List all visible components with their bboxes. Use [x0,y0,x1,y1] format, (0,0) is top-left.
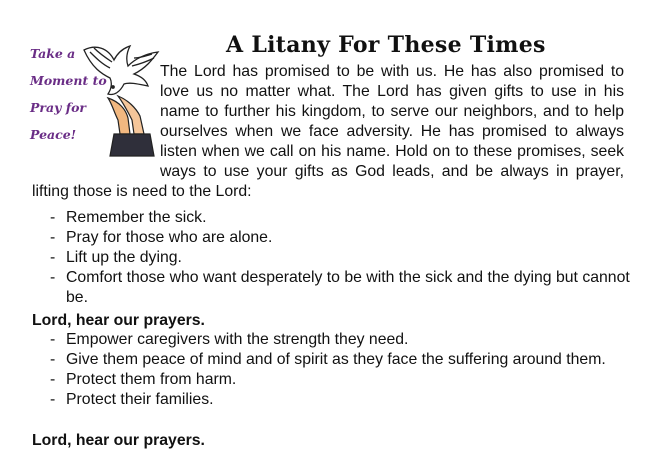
list-item: - Remember the sick. [32,208,632,228]
response-heading: Lord, hear our prayers. [32,432,205,449]
side-caption-line: Moment to [30,73,107,88]
side-caption-line: Peace! [30,127,77,142]
list-item: - Pray for those who are alone. [32,228,632,248]
intro-paragraph [32,62,624,202]
list-item: - Comfort those who want desperately to be with the sick and the dying but cannot be. [32,268,632,308]
side-caption-line: Take a [30,46,76,61]
list-item: - Protect their families. [32,390,632,410]
side-caption-line: Pray for [30,100,86,115]
list-item: - Lift up the dying. [32,248,632,268]
response-heading: Lord, hear our prayers. [32,312,205,329]
page-title: A Litany For These Times [226,32,546,58]
list-item: - Give them peace of mind and of spirit as they face the suffering around them. [32,350,632,370]
list-item: - Empower caregivers with the strength they need. [32,330,632,350]
list-item: - Protect them from harm. [32,370,632,390]
intro-text: The Lord has promised to be with us. He has also promised to love us no matter what. The Lord has given gifts to use in his name to further his kingdom, to serve our neighbors, and to help ourselves when we face adversity. He has promised to always listen when we call on his name. Hold on to these promises, seek ways to use your gifts as God leads, and be always in prayer, lifting those is need to the Lord: [32,63,624,200]
prayer-list-1 [32,208,632,308]
prayer-list-2 [32,330,632,410]
illustration-spacer [32,62,160,166]
